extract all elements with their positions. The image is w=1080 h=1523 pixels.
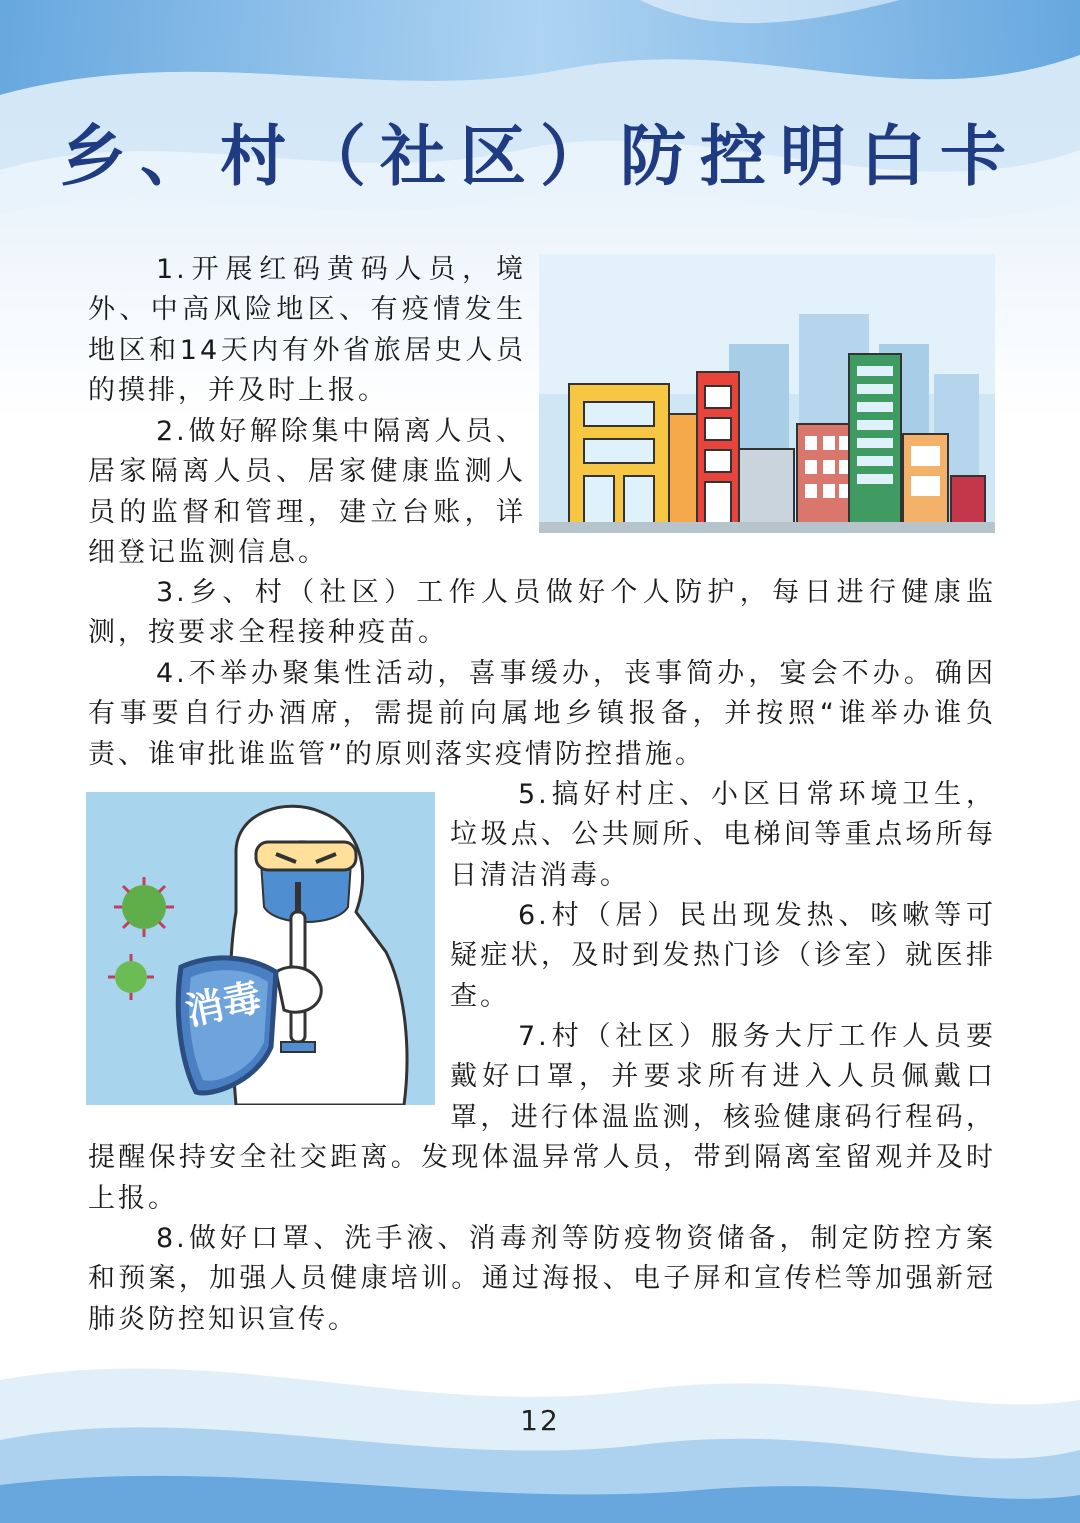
item-2-text: 2.做好解除集中隔离人员、居家隔离人员、居家健康监测人员的监督和管理，建立台账，详细登记监测信息。 — [88, 416, 526, 569]
item-6-text: 6.村（居）民出现发热、咳嗽等可疑症状，及时到发热门诊（诊室）就医排查。 — [450, 900, 996, 1012]
item-1-text: 1.开展红码黄码人员，境外、中高风险地区、有疫情发生地区和14天内有外省旅居史人员的摸排，并及时上报。 — [88, 254, 526, 407]
item-7-text: 7.村（社区）服务大厅工作人员要戴好口罩，并要求所有进入人员佩戴口罩，进行体温监测，核验健康码行程码，提醒保持安全社交距离。发现体温异常人员，带到隔离室留观并及时上报。 — [88, 1021, 996, 1214]
city-buildings-illustration — [539, 254, 995, 533]
page-title: 乡、村（社区）防控明白卡 — [60, 118, 1020, 195]
virus-icon — [114, 877, 174, 937]
page-number: 12 — [520, 1404, 560, 1437]
shield-label: 消毒 — [181, 974, 266, 1034]
item-4-text: 4.不举办聚集性活动，喜事缓办，丧事简办，宴会不办。确因有事要自行办酒席，需提前向属地乡镇报备，并按照“谁举办谁负责、谁审批谁监管”的原则落实疫情防控措施。 — [88, 658, 996, 770]
item-5-text: 5.搞好村庄、小区日常环境卫生，垃圾点、公共厕所、电梯间等重点场所每日清洁消毒。 — [450, 779, 996, 891]
item-3-text: 3.乡、村（社区）工作人员做好个人防护，每日进行健康监测，按要求全程接种疫苗。 — [88, 577, 996, 649]
health-worker-illustration — [86, 792, 435, 1105]
item-8-text: 8.做好口罩、洗手液、消毒剂等防疫物资储备，制定防控方案和预案，加强人员健康培训。通过海报、电子屏和宣传栏等加强新冠肺炎防控知识宣传。 — [88, 1223, 996, 1335]
